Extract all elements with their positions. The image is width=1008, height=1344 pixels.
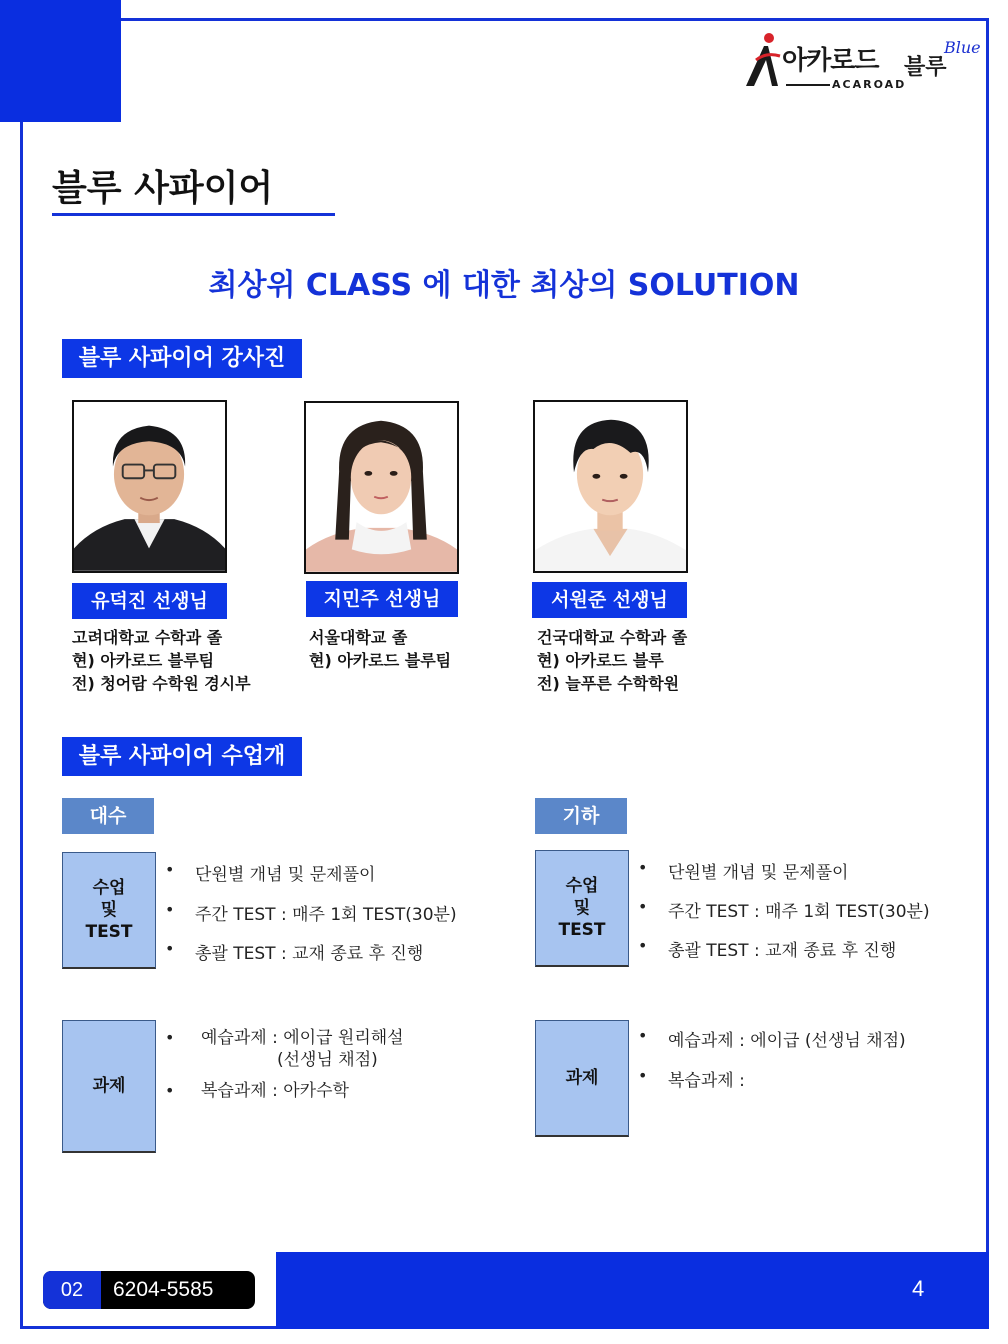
bio-line: 현) 아카로드 블루팀 <box>72 651 215 670</box>
teacher-name-1: 유덕진 선생님 <box>72 583 227 619</box>
geometry-class-box <box>535 850 629 967</box>
list-item: • 총괄 TEST : 교재 종료 후 진행 <box>638 936 930 975</box>
teacher-photo-1 <box>72 400 227 573</box>
box-line: TEST <box>85 922 133 942</box>
teacher-name-2: 지민주 선생님 <box>306 581 458 617</box>
logo-english: ACAROAD <box>832 78 907 91</box>
phone-area-code: 02 <box>43 1271 101 1309</box>
box-line: 및 <box>573 898 591 918</box>
instructors-section-label: 블루 사파이어 강사진 <box>62 339 302 378</box>
logo-script: Blue <box>944 38 981 57</box>
geometry-class-list <box>638 858 930 975</box>
portrait-icon <box>535 402 686 571</box>
list-item <box>165 1027 404 1080</box>
bio-line: 전) 늘푸른 수학학원 <box>537 674 680 693</box>
list-item: • 총괄 TEST : 교재 종료 후 진행 <box>165 939 457 979</box>
box-line: 수업 <box>92 878 126 898</box>
homework-line: 예습과제 : 에이급 원리해설 <box>201 1028 404 1048</box>
bio-line: 현) 아카로드 블루팀 <box>309 651 452 670</box>
algebra-homework-list <box>165 1027 404 1102</box>
teacher-bio-3 <box>537 626 687 695</box>
portrait-icon <box>74 402 225 571</box>
box-line: 수업 <box>565 876 599 896</box>
page-title: 블루 사파이어 <box>52 168 274 209</box>
page-number: 4 <box>912 1276 925 1301</box>
teacher-name-3: 서원준 선생님 <box>532 582 687 618</box>
list-item: • 복습과제 : 아카수학 <box>165 1080 404 1102</box>
list-item: • 단원별 개념 및 문제풀이 <box>638 858 930 897</box>
list-item: • 복습과제 : <box>638 1066 906 1106</box>
corner-accent <box>0 0 121 122</box>
phone-badge[interactable] <box>43 1271 255 1309</box>
portrait-icon <box>306 403 457 572</box>
subject-geometry: 기하 <box>535 798 627 834</box>
box-line: TEST <box>558 920 606 940</box>
phone-number: 6204-5585 <box>113 1278 214 1301</box>
list-item: • 단원별 개념 및 문제풀이 <box>165 860 457 900</box>
subject-algebra: 대수 <box>62 798 154 834</box>
logo-wordmark: 아카로드 <box>782 46 879 76</box>
geometry-homework-list <box>638 1026 906 1106</box>
runner-icon <box>742 30 782 90</box>
teacher-photo-2 <box>304 401 459 574</box>
logo-sub: 블루 <box>904 55 947 80</box>
footer-bar <box>276 1252 989 1329</box>
algebra-class-box <box>62 852 156 969</box>
bio-line: 서울대학교 졸 <box>309 628 408 647</box>
headline: 최상위 CLASS 에 대한 최상의 SOLUTION <box>208 268 800 303</box>
bio-line: 건국대학교 수학과 졸 <box>537 628 688 647</box>
teacher-photo-3 <box>533 400 688 573</box>
logo-divider <box>786 84 830 86</box>
teacher-bio-1 <box>72 626 251 695</box>
algebra-class-list <box>165 860 457 979</box>
list-item: • 주간 TEST : 매주 1회 TEST(30분) <box>638 897 930 936</box>
bio-line: 전) 청어람 수학원 경시부 <box>72 674 251 693</box>
list-item: • 주간 TEST : 매주 1회 TEST(30분) <box>165 900 457 940</box>
geometry-homework-box: 과제 <box>535 1020 629 1137</box>
bio-line: 현) 아카로드 블루 <box>537 651 664 670</box>
title-underline <box>52 213 335 216</box>
bio-line: 고려대학교 수학과 졸 <box>72 628 223 647</box>
algebra-homework-box: 과제 <box>62 1020 156 1153</box>
overview-section-label: 블루 사파이어 수업개요 <box>62 737 302 776</box>
homework-line-2: (선생님 채점) <box>277 1050 378 1070</box>
list-item: • 예습과제 : 에이급 (선생님 채점) <box>638 1026 906 1066</box>
box-line: 및 <box>100 900 118 920</box>
brand-logo <box>742 30 982 96</box>
teacher-bio-2 <box>309 626 451 672</box>
